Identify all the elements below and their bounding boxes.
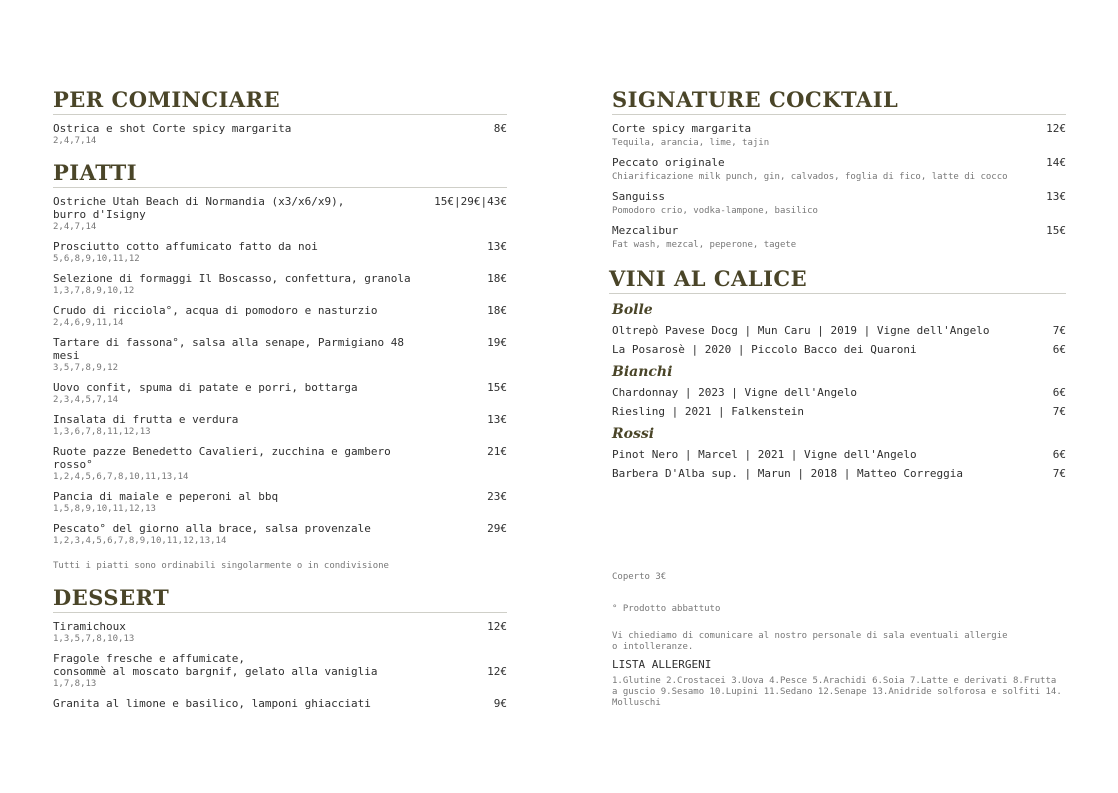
item-price: 18€ <box>487 272 507 285</box>
item-allergens: 1,2,3,4,5,6,7,8,9,10,11,12,13,14 <box>53 536 227 546</box>
item-allergens: 2,4,6,9,11,14 <box>53 318 124 328</box>
item-price: 15€|29€|43€ <box>434 195 507 208</box>
menu-item <box>53 620 507 645</box>
section-title-signature-cocktail: SIGNATURE COCKTAIL <box>612 88 1066 115</box>
item-name: Pancia di maiale e peperoni al bbq <box>53 490 279 503</box>
item-price: 15€ <box>487 381 507 394</box>
cocktail-price: 15€ <box>1046 224 1066 237</box>
menu-item <box>53 490 507 515</box>
item-name: Tartare di fassona°, salsa alla senape, Parmigiano 48 mesi <box>53 336 404 362</box>
menu-item <box>53 522 507 547</box>
item-price: 21€ <box>487 445 507 458</box>
item-name: Ruote pazze Benedetto Cavalieri, zucchina e gambero rosso° <box>53 445 391 471</box>
item-allergens: 5,6,8,9,10,11,12 <box>53 254 140 264</box>
wine-item <box>612 343 1066 356</box>
wine-name: Riesling | 2021 | Falkenstein <box>612 405 805 418</box>
cocktail-ingredients: Chiarificazione milk punch, gin, calvados, foglia di fico, latte di cocco <box>612 172 1008 182</box>
wine-price: 6€ <box>1052 386 1066 399</box>
section-title-piatti: PIATTI <box>53 161 507 188</box>
wine-item <box>612 448 1066 461</box>
item-price: 12€ <box>487 620 507 633</box>
menu-item <box>53 195 507 233</box>
item-price: 13€ <box>487 413 507 426</box>
piatti-list <box>53 195 507 572</box>
menu-item <box>53 697 507 710</box>
cocktail-price: 14€ <box>1046 156 1066 169</box>
cocktail-item <box>612 190 1066 217</box>
wine-group-label: Bolle <box>612 302 653 318</box>
cocktail-name: Corte spicy margarita <box>612 122 752 135</box>
item-name: Granita al limone e basilico, lamponi ghiacciati <box>53 697 371 710</box>
wine-item <box>612 324 1066 337</box>
cocktail-ingredients: Pomodoro crio, vodka-lampone, basilico <box>612 206 818 216</box>
cocktail-list <box>612 122 1066 251</box>
wine-name: La Posarosè | 2020 | Piccolo Bacco dei Quaroni <box>612 343 917 356</box>
abbattuto-note: ° Prodotto abbattuto <box>612 604 721 614</box>
item-allergens: 1,3,6,7,8,11,12,13 <box>53 427 151 437</box>
item-name: Ostrica e shot Corte spicy margarita <box>53 122 292 135</box>
menu-item <box>53 445 507 483</box>
sharing-note: Tutti i piatti sono ordinabili singolarmente o in condivisione <box>53 561 389 571</box>
wine-group-label: Rossi <box>612 426 655 442</box>
item-name: Insalata di frutta e verdura <box>53 413 239 426</box>
menu-item <box>53 240 507 265</box>
per-cominciare-list <box>53 122 507 147</box>
item-price: 9€ <box>493 697 507 710</box>
menu-item <box>53 652 507 690</box>
cocktail-item <box>612 122 1066 149</box>
footer-notes <box>612 572 1066 709</box>
menu-item <box>53 336 507 374</box>
cocktail-item <box>612 224 1066 251</box>
wine-name: Pinot Nero | Marcel | 2021 | Vigne dell'Angelo <box>612 448 917 461</box>
left-column <box>53 88 507 710</box>
wine-price: 7€ <box>1052 467 1066 480</box>
item-price: 13€ <box>487 240 507 253</box>
wine-name: Chardonnay | 2023 | Vigne dell'Angelo <box>612 386 858 399</box>
allergy-notice: Vi chiediamo di comunicare al nostro personale di sala eventuali allergie o intolleranze. <box>612 631 1008 652</box>
dessert-list <box>53 620 507 710</box>
cocktail-ingredients: Tequila, arancia, lime, tajin <box>612 138 770 148</box>
allergen-list-title: LISTA ALLERGENI <box>612 658 712 671</box>
menu-item <box>53 122 507 147</box>
wine-item <box>612 386 1066 399</box>
menu-item <box>53 381 507 406</box>
item-price: 23€ <box>487 490 507 503</box>
wine-list <box>612 302 1066 480</box>
cocktail-ingredients: Fat wash, mezcal, peperone, tagete <box>612 240 797 250</box>
cocktail-item <box>612 156 1066 183</box>
item-price: 12€ <box>487 665 507 678</box>
item-name: Selezione di formaggi Il Boscasso, confettura, granola <box>53 272 411 285</box>
wine-price: 7€ <box>1052 324 1066 337</box>
item-name: Prosciutto cotto affumicato fatto da noi <box>53 240 318 253</box>
item-name: Pescato° del giorno alla brace, salsa provenzale <box>53 522 371 535</box>
item-name: Crudo di ricciola°, acqua di pomodoro e nasturzio <box>53 304 378 317</box>
item-allergens: 1,5,8,9,10,11,12,13 <box>53 504 156 514</box>
wine-group-label: Bianchi <box>612 364 673 380</box>
wine-name: Barbera D'Alba sup. | Marun | 2018 | Matteo Correggia <box>612 467 963 480</box>
coperto-note: Coperto 3€ <box>612 572 667 582</box>
item-allergens: 1,3,7,8,9,10,12 <box>53 286 135 296</box>
right-column <box>609 87 1066 708</box>
item-name: Fragole fresche e affumicate, consommè al moscato bargnif, gelato alla vaniglia <box>53 652 378 678</box>
menu-item <box>53 304 507 329</box>
cocktail-name: Peccato originale <box>612 156 725 169</box>
item-allergens: 3,5,7,8,9,12 <box>53 363 119 373</box>
section-title-per-cominciare: PER COMINCIARE <box>53 88 507 115</box>
cocktail-price: 13€ <box>1046 190 1066 203</box>
wine-item <box>612 467 1066 480</box>
item-price: 18€ <box>487 304 507 317</box>
menu-item <box>53 272 507 297</box>
item-name: Tiramichoux <box>53 620 126 633</box>
item-allergens: 2,4,7,14 <box>53 222 97 232</box>
item-allergens: 2,3,4,5,7,14 <box>53 395 119 405</box>
section-title-vini-al-calice: VINI AL CALICE <box>609 267 1066 294</box>
wine-item <box>612 405 1066 418</box>
item-name: Uovo confit, spuma di patate e porri, bottarga <box>53 381 358 394</box>
wine-price: 6€ <box>1052 343 1066 356</box>
item-price: 29€ <box>487 522 507 535</box>
section-title-dessert: DESSERT <box>53 586 507 613</box>
item-allergens: 1,7,8,13 <box>53 679 97 689</box>
menu-item <box>53 413 507 438</box>
item-name: Ostriche Utah Beach di Normandia (x3/x6/x9), burro d'Isigny <box>53 195 345 221</box>
item-allergens: 1,2,4,5,6,7,8,10,11,13,14 <box>53 472 189 482</box>
allergen-list: 1.Glutine 2.Crostacei 3.Uova 4.Pesce 5.Arachidi 6.Soia 7.Latte e derivati 8.Frutta a guscio 9.Sesamo 10.Lupini 11.Sedano 12.Senape 13.Anidride solforosa e solfiti 14. Molluschi <box>612 676 1062 708</box>
wine-price: 7€ <box>1052 405 1066 418</box>
wine-price: 6€ <box>1052 448 1066 461</box>
item-allergens: 1,3,5,7,8,10,13 <box>53 634 135 644</box>
item-allergens: 2,4,7,14 <box>53 136 97 146</box>
cocktail-name: Mezcalibur <box>612 224 679 237</box>
item-price: 8€ <box>493 122 507 135</box>
wine-name: Oltrepò Pavese Docg | Mun Caru | 2019 | Vigne dell'Angelo <box>612 324 990 337</box>
cocktail-name: Sanguiss <box>612 190 665 203</box>
item-price: 19€ <box>487 336 507 349</box>
cocktail-price: 12€ <box>1046 122 1066 135</box>
